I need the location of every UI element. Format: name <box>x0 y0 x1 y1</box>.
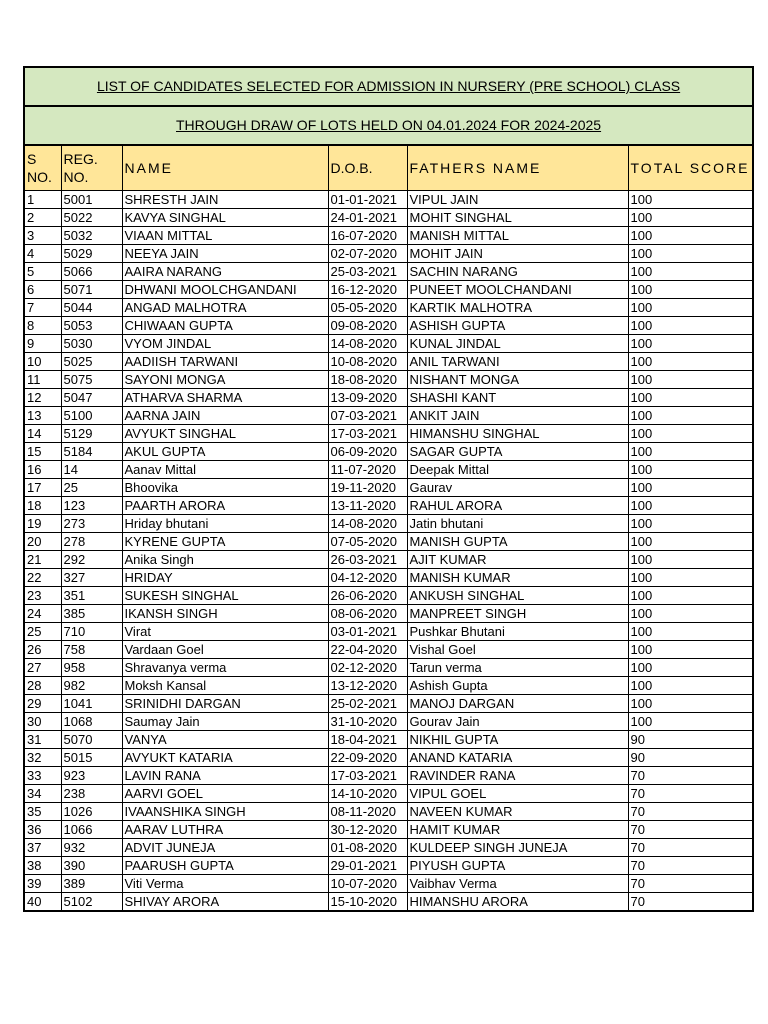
cell-score: 70 <box>628 767 753 785</box>
cell-sno: 4 <box>24 245 61 263</box>
cell-regno: 390 <box>61 857 122 875</box>
cell-score: 100 <box>628 623 753 641</box>
cell-sno: 18 <box>24 497 61 515</box>
cell-sno: 15 <box>24 443 61 461</box>
cell-score: 100 <box>628 371 753 389</box>
cell-score: 90 <box>628 749 753 767</box>
cell-name: NEEYA JAIN <box>122 245 328 263</box>
cell-score: 100 <box>628 425 753 443</box>
cell-sno: 22 <box>24 569 61 587</box>
cell-dob: 31-10-2020 <box>328 713 407 731</box>
cell-name: AVYUKT SINGHAL <box>122 425 328 443</box>
cell-sno: 9 <box>24 335 61 353</box>
cell-father: Jatin bhutani <box>407 515 628 533</box>
cell-name: SHRESTH JAIN <box>122 191 328 209</box>
table-row <box>24 839 753 857</box>
cell-regno: 5053 <box>61 317 122 335</box>
cell-score: 70 <box>628 821 753 839</box>
cell-father: MOHIT JAIN <box>407 245 628 263</box>
title-row-2 <box>24 106 753 145</box>
cell-dob: 02-12-2020 <box>328 659 407 677</box>
cell-name: IKANSH SINGH <box>122 605 328 623</box>
cell-father: Vishal Goel <box>407 641 628 659</box>
cell-score: 100 <box>628 605 753 623</box>
cell-dob: 25-02-2021 <box>328 695 407 713</box>
cell-dob: 17-03-2021 <box>328 767 407 785</box>
cell-sno: 12 <box>24 389 61 407</box>
cell-father: MANISH KUMAR <box>407 569 628 587</box>
cell-father: NISHANT MONGA <box>407 371 628 389</box>
header-name: NAME <box>122 145 328 191</box>
cell-name: VIAAN MITTAL <box>122 227 328 245</box>
cell-father: Gaurav <box>407 479 628 497</box>
cell-father: MANISH GUPTA <box>407 533 628 551</box>
cell-sno: 3 <box>24 227 61 245</box>
cell-regno: 5022 <box>61 209 122 227</box>
cell-score: 100 <box>628 443 753 461</box>
cell-dob: 14-08-2020 <box>328 515 407 533</box>
cell-name: Anika Singh <box>122 551 328 569</box>
cell-regno: 1066 <box>61 821 122 839</box>
cell-sno: 23 <box>24 587 61 605</box>
table-row <box>24 407 753 425</box>
cell-sno: 36 <box>24 821 61 839</box>
header-father: FATHERS NAME <box>407 145 628 191</box>
cell-sno: 39 <box>24 875 61 893</box>
cell-father: Tarun verma <box>407 659 628 677</box>
cell-sno: 37 <box>24 839 61 857</box>
table-row <box>24 263 753 281</box>
cell-father: VIPUL JAIN <box>407 191 628 209</box>
cell-regno: 5075 <box>61 371 122 389</box>
candidates-body <box>24 191 753 912</box>
cell-dob: 14-08-2020 <box>328 335 407 353</box>
cell-sno: 33 <box>24 767 61 785</box>
table-row <box>24 245 753 263</box>
list-title: LIST OF CANDIDATES SELECTED FOR ADMISSION IN NURSERY (PRE SCHOOL) CLASS <box>24 67 753 106</box>
cell-dob: 04-12-2020 <box>328 569 407 587</box>
cell-regno: 5044 <box>61 299 122 317</box>
cell-sno: 5 <box>24 263 61 281</box>
cell-sno: 19 <box>24 515 61 533</box>
cell-dob: 22-09-2020 <box>328 749 407 767</box>
cell-score: 70 <box>628 893 753 912</box>
cell-father: KUNAL JINDAL <box>407 335 628 353</box>
cell-score: 100 <box>628 641 753 659</box>
cell-score: 70 <box>628 839 753 857</box>
cell-name: AARVI GOEL <box>122 785 328 803</box>
cell-father: SACHIN NARANG <box>407 263 628 281</box>
cell-sno: 27 <box>24 659 61 677</box>
cell-name: AAIRA NARANG <box>122 263 328 281</box>
cell-dob: 18-04-2021 <box>328 731 407 749</box>
table-row <box>24 713 753 731</box>
cell-father: SAGAR GUPTA <box>407 443 628 461</box>
cell-dob: 24-01-2021 <box>328 209 407 227</box>
cell-father: MANISH MITTAL <box>407 227 628 245</box>
cell-score: 100 <box>628 659 753 677</box>
cell-father: HAMIT KUMAR <box>407 821 628 839</box>
table-row <box>24 461 753 479</box>
cell-sno: 32 <box>24 749 61 767</box>
cell-sno: 21 <box>24 551 61 569</box>
cell-regno: 710 <box>61 623 122 641</box>
cell-name: AKUL GUPTA <box>122 443 328 461</box>
cell-regno: 5071 <box>61 281 122 299</box>
cell-name: HRIDAY <box>122 569 328 587</box>
cell-father: MANOJ DARGAN <box>407 695 628 713</box>
cell-dob: 07-03-2021 <box>328 407 407 425</box>
cell-sno: 6 <box>24 281 61 299</box>
table-row <box>24 353 753 371</box>
cell-sno: 29 <box>24 695 61 713</box>
cell-score: 100 <box>628 263 753 281</box>
cell-sno: 13 <box>24 407 61 425</box>
cell-father: NIKHIL GUPTA <box>407 731 628 749</box>
cell-father: KARTIK MALHOTRA <box>407 299 628 317</box>
cell-score: 100 <box>628 209 753 227</box>
cell-name: SRINIDHI DARGAN <box>122 695 328 713</box>
cell-name: Hriday bhutani <box>122 515 328 533</box>
cell-name: AVYUKT KATARIA <box>122 749 328 767</box>
cell-name: ATHARVA SHARMA <box>122 389 328 407</box>
cell-sno: 25 <box>24 623 61 641</box>
table-row <box>24 893 753 912</box>
cell-dob: 08-11-2020 <box>328 803 407 821</box>
cell-father: RAHUL ARORA <box>407 497 628 515</box>
table-row <box>24 569 753 587</box>
table-row <box>24 299 753 317</box>
table-row <box>24 785 753 803</box>
cell-dob: 13-11-2020 <box>328 497 407 515</box>
cell-name: Bhoovika <box>122 479 328 497</box>
cell-regno: 923 <box>61 767 122 785</box>
cell-dob: 02-07-2020 <box>328 245 407 263</box>
cell-regno: 14 <box>61 461 122 479</box>
cell-score: 100 <box>628 713 753 731</box>
cell-name: VYOM JINDAL <box>122 335 328 353</box>
cell-score: 100 <box>628 569 753 587</box>
cell-regno: 385 <box>61 605 122 623</box>
cell-name: Saumay Jain <box>122 713 328 731</box>
cell-father: AJIT KUMAR <box>407 551 628 569</box>
cell-father: Pushkar Bhutani <box>407 623 628 641</box>
cell-father: Gourav Jain <box>407 713 628 731</box>
cell-regno: 5066 <box>61 263 122 281</box>
cell-regno: 982 <box>61 677 122 695</box>
cell-name: CHIWAAN GUPTA <box>122 317 328 335</box>
cell-father: MANPREET SINGH <box>407 605 628 623</box>
table-row <box>24 533 753 551</box>
cell-name: SHIVAY ARORA <box>122 893 328 912</box>
cell-sno: 14 <box>24 425 61 443</box>
cell-father: RAVINDER RANA <box>407 767 628 785</box>
column-header-row <box>24 145 753 191</box>
cell-score: 70 <box>628 875 753 893</box>
cell-dob: 16-12-2020 <box>328 281 407 299</box>
table-row <box>24 317 753 335</box>
cell-dob: 08-06-2020 <box>328 605 407 623</box>
cell-score: 100 <box>628 677 753 695</box>
cell-score: 100 <box>628 497 753 515</box>
cell-sno: 31 <box>24 731 61 749</box>
cell-score: 90 <box>628 731 753 749</box>
cell-father: ANAND KATARIA <box>407 749 628 767</box>
cell-dob: 05-05-2020 <box>328 299 407 317</box>
cell-score: 100 <box>628 281 753 299</box>
cell-father: HIMANSHU ARORA <box>407 893 628 912</box>
header-sno: S NO. <box>24 145 61 191</box>
cell-regno: 5025 <box>61 353 122 371</box>
list-subtitle: THROUGH DRAW OF LOTS HELD ON 04.01.2024 FOR 2024-2025 <box>24 106 753 145</box>
header-score: TOTAL SCORE <box>628 145 753 191</box>
table-row <box>24 731 753 749</box>
table-row <box>24 749 753 767</box>
table-row <box>24 551 753 569</box>
cell-dob: 14-10-2020 <box>328 785 407 803</box>
cell-name: PAARUSH GUPTA <box>122 857 328 875</box>
cell-dob: 18-08-2020 <box>328 371 407 389</box>
table-row <box>24 803 753 821</box>
cell-regno: 1041 <box>61 695 122 713</box>
cell-regno: 958 <box>61 659 122 677</box>
table-row <box>24 587 753 605</box>
cell-regno: 25 <box>61 479 122 497</box>
cell-name: Moksh Kansal <box>122 677 328 695</box>
cell-dob: 01-01-2021 <box>328 191 407 209</box>
cell-regno: 932 <box>61 839 122 857</box>
cell-sno: 35 <box>24 803 61 821</box>
table-row <box>24 371 753 389</box>
cell-score: 100 <box>628 317 753 335</box>
cell-sno: 38 <box>24 857 61 875</box>
cell-regno: 758 <box>61 641 122 659</box>
cell-score: 100 <box>628 245 753 263</box>
cell-score: 100 <box>628 695 753 713</box>
cell-regno: 5030 <box>61 335 122 353</box>
cell-father: Deepak Mittal <box>407 461 628 479</box>
table-row <box>24 227 753 245</box>
cell-name: Virat <box>122 623 328 641</box>
candidates-table <box>23 66 754 912</box>
cell-score: 70 <box>628 803 753 821</box>
table-row <box>24 335 753 353</box>
header-regno: REG. NO. <box>61 145 122 191</box>
table-row <box>24 857 753 875</box>
cell-regno: 5029 <box>61 245 122 263</box>
cell-regno: 238 <box>61 785 122 803</box>
cell-father: NAVEEN KUMAR <box>407 803 628 821</box>
cell-father: ANKUSH SINGHAL <box>407 587 628 605</box>
cell-dob: 26-03-2021 <box>328 551 407 569</box>
cell-sno: 7 <box>24 299 61 317</box>
cell-father: VIPUL GOEL <box>407 785 628 803</box>
table-row <box>24 515 753 533</box>
cell-score: 100 <box>628 227 753 245</box>
table-row <box>24 767 753 785</box>
cell-name: LAVIN RANA <box>122 767 328 785</box>
cell-dob: 07-05-2020 <box>328 533 407 551</box>
cell-regno: 5001 <box>61 191 122 209</box>
table-row <box>24 389 753 407</box>
cell-score: 100 <box>628 587 753 605</box>
cell-father: Vaibhav Verma <box>407 875 628 893</box>
cell-sno: 2 <box>24 209 61 227</box>
table-row <box>24 677 753 695</box>
cell-father: ASHISH GUPTA <box>407 317 628 335</box>
cell-dob: 26-06-2020 <box>328 587 407 605</box>
cell-score: 100 <box>628 335 753 353</box>
table-row <box>24 695 753 713</box>
cell-regno: 5015 <box>61 749 122 767</box>
cell-name: Vardaan Goel <box>122 641 328 659</box>
cell-sno: 16 <box>24 461 61 479</box>
title-row-1 <box>24 67 753 106</box>
cell-score: 100 <box>628 389 753 407</box>
cell-sno: 30 <box>24 713 61 731</box>
cell-regno: 5070 <box>61 731 122 749</box>
cell-name: Viti Verma <box>122 875 328 893</box>
cell-dob: 16-07-2020 <box>328 227 407 245</box>
cell-name: AARNA JAIN <box>122 407 328 425</box>
cell-dob: 15-10-2020 <box>328 893 407 912</box>
table-row <box>24 875 753 893</box>
table-row <box>24 821 753 839</box>
cell-name: IVAANSHIKA SINGH <box>122 803 328 821</box>
cell-sno: 40 <box>24 893 61 912</box>
table-row <box>24 641 753 659</box>
cell-name: AARAV LUTHRA <box>122 821 328 839</box>
cell-score: 100 <box>628 515 753 533</box>
table-row <box>24 281 753 299</box>
cell-regno: 5129 <box>61 425 122 443</box>
cell-name: AADIISH TARWANI <box>122 353 328 371</box>
cell-father: ANIL TARWANI <box>407 353 628 371</box>
cell-dob: 10-07-2020 <box>328 875 407 893</box>
table-row <box>24 425 753 443</box>
cell-score: 100 <box>628 461 753 479</box>
cell-regno: 123 <box>61 497 122 515</box>
cell-regno: 327 <box>61 569 122 587</box>
cell-sno: 28 <box>24 677 61 695</box>
cell-regno: 1068 <box>61 713 122 731</box>
cell-dob: 22-04-2020 <box>328 641 407 659</box>
cell-father: KULDEEP SINGH JUNEJA <box>407 839 628 857</box>
cell-name: SUKESH SINGHAL <box>122 587 328 605</box>
cell-name: PAARTH ARORA <box>122 497 328 515</box>
cell-dob: 25-03-2021 <box>328 263 407 281</box>
cell-dob: 19-11-2020 <box>328 479 407 497</box>
cell-sno: 10 <box>24 353 61 371</box>
cell-sno: 24 <box>24 605 61 623</box>
cell-father: Ashish Gupta <box>407 677 628 695</box>
table-row <box>24 659 753 677</box>
cell-dob: 13-09-2020 <box>328 389 407 407</box>
cell-dob: 10-08-2020 <box>328 353 407 371</box>
cell-father: PUNEET MOOLCHANDANI <box>407 281 628 299</box>
cell-name: DHWANI MOOLCHGANDANI <box>122 281 328 299</box>
table-row <box>24 209 753 227</box>
cell-sno: 26 <box>24 641 61 659</box>
cell-score: 100 <box>628 533 753 551</box>
cell-regno: 5100 <box>61 407 122 425</box>
cell-name: SAYONI MONGA <box>122 371 328 389</box>
admission-list-sheet <box>23 66 752 912</box>
cell-sno: 8 <box>24 317 61 335</box>
cell-sno: 1 <box>24 191 61 209</box>
cell-dob: 13-12-2020 <box>328 677 407 695</box>
cell-father: ANKIT JAIN <box>407 407 628 425</box>
cell-name: VANYA <box>122 731 328 749</box>
cell-score: 100 <box>628 353 753 371</box>
cell-dob: 03-01-2021 <box>328 623 407 641</box>
cell-name: Shravanya verma <box>122 659 328 677</box>
cell-score: 70 <box>628 857 753 875</box>
cell-sno: 20 <box>24 533 61 551</box>
cell-name: KAVYA SINGHAL <box>122 209 328 227</box>
cell-regno: 5102 <box>61 893 122 912</box>
cell-regno: 278 <box>61 533 122 551</box>
cell-dob: 09-08-2020 <box>328 317 407 335</box>
cell-dob: 17-03-2021 <box>328 425 407 443</box>
cell-regno: 5032 <box>61 227 122 245</box>
table-row <box>24 191 753 209</box>
cell-regno: 5047 <box>61 389 122 407</box>
cell-regno: 292 <box>61 551 122 569</box>
table-row <box>24 497 753 515</box>
cell-name: ADVIT JUNEJA <box>122 839 328 857</box>
cell-dob: 11-07-2020 <box>328 461 407 479</box>
cell-regno: 351 <box>61 587 122 605</box>
cell-score: 100 <box>628 551 753 569</box>
cell-score: 100 <box>628 407 753 425</box>
cell-regno: 5184 <box>61 443 122 461</box>
cell-name: KYRENE GUPTA <box>122 533 328 551</box>
cell-regno: 389 <box>61 875 122 893</box>
table-row <box>24 605 753 623</box>
cell-score: 100 <box>628 191 753 209</box>
table-row <box>24 443 753 461</box>
cell-dob: 30-12-2020 <box>328 821 407 839</box>
cell-father: SHASHI KANT <box>407 389 628 407</box>
cell-father: PIYUSH GUPTA <box>407 857 628 875</box>
cell-sno: 11 <box>24 371 61 389</box>
cell-sno: 17 <box>24 479 61 497</box>
cell-father: MOHIT SINGHAL <box>407 209 628 227</box>
cell-dob: 29-01-2021 <box>328 857 407 875</box>
cell-regno: 273 <box>61 515 122 533</box>
cell-score: 100 <box>628 299 753 317</box>
cell-score: 70 <box>628 785 753 803</box>
cell-name: ANGAD MALHOTRA <box>122 299 328 317</box>
cell-dob: 06-09-2020 <box>328 443 407 461</box>
table-row <box>24 479 753 497</box>
table-row <box>24 623 753 641</box>
cell-sno: 34 <box>24 785 61 803</box>
cell-name: Aanav Mittal <box>122 461 328 479</box>
cell-dob: 01-08-2020 <box>328 839 407 857</box>
cell-score: 100 <box>628 479 753 497</box>
cell-father: HIMANSHU SINGHAL <box>407 425 628 443</box>
header-dob: D.O.B. <box>328 145 407 191</box>
cell-regno: 1026 <box>61 803 122 821</box>
